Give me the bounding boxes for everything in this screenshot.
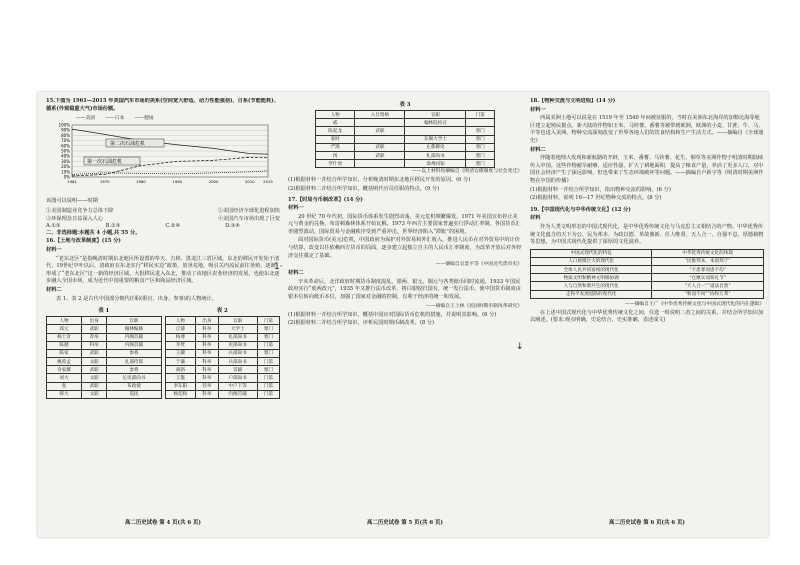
table1-title: 表 1 [98, 308, 110, 315]
table1-row [47, 358, 162, 366]
y-tick-label: 40% [61, 153, 70, 159]
table2-row [165, 374, 280, 382]
table2-cell: 中户下等 [218, 382, 257, 390]
table2-cell: 李东阳 [165, 382, 196, 390]
table2-cell: 吏部尚书 [218, 341, 257, 349]
page-6-footer: 高二历史试卷 第 6 页(共 6 页) [609, 520, 685, 526]
table1-cell: 武职 [81, 349, 106, 357]
table1-cell: 姚希孟 [47, 358, 82, 366]
q15-statement-1: ①美国制造业竞争力总体下降 [46, 207, 114, 214]
table3-cell: 严嵩 [316, 143, 355, 151]
q15-statement-4: ④美国汽车市场出现了巨变 [217, 215, 280, 222]
annotation-second-oil-crisis: 第二次石油危机 [110, 141, 146, 148]
table2-cell: 科举 [196, 341, 218, 349]
q17-question-2: (2)根据材料二并结合所学知识，评析民国时期币制改革。(8 分) [288, 320, 435, 327]
table2-row [165, 358, 280, 366]
table3-cell: 寒门 [466, 135, 495, 143]
q17-m2-source: ——摘编自王上林《民国时期币制改革研究》 [426, 303, 522, 309]
q16-material-2: 表 1、表 2 是古代中国部分朝代任职(职官、出身、参事)的人物统计。 [56, 295, 217, 302]
table1-cell: 韩大 [47, 390, 82, 398]
q16-m2-label: 材料二 [46, 286, 62, 293]
y-tick-label: 80% [61, 133, 70, 139]
table1-cell: 陈循 [47, 341, 82, 349]
x-tick-label: 2015 [263, 179, 273, 185]
y-tick-label: 90% [61, 127, 70, 133]
table3-cell: 戚 [316, 119, 355, 127]
table2-cell: 李贤 [165, 341, 196, 349]
series-line-美国 [72, 129, 268, 154]
table2-cell: 寒门 [257, 366, 279, 374]
table4-cell: 人与自然和谐共生的现代化 [531, 282, 652, 290]
table2-row [165, 390, 280, 398]
table1-cell: 文职 [81, 374, 106, 382]
table2-cell: 王骥 [165, 349, 196, 357]
q16-tables [46, 304, 280, 399]
table2-cell: 于谦 [165, 358, 196, 366]
table2-cell: 兵部尚书 [218, 349, 257, 357]
table4-cell: “民惟邦本，本固邦宁” [652, 257, 764, 265]
table4-cell: “仓廪实而知礼节” [652, 274, 764, 282]
q17-title: 17.【时局与币制改革】(14 分) [288, 196, 363, 203]
table2-cell: 户部尚书 [218, 374, 257, 382]
table2-cell: 门第 [257, 390, 279, 398]
table2-header-cell: 官职 [218, 317, 257, 325]
table-3 [315, 110, 495, 168]
table3-row [316, 119, 495, 127]
y-tick-label: 0% [63, 174, 70, 180]
table2-cell: 大学士 [218, 325, 257, 333]
table4-cell: 走和平发展道路的现代化 [531, 290, 652, 298]
table2-cell: 科举 [196, 390, 218, 398]
table-1 [46, 316, 162, 399]
table2-cell: 科举 [196, 366, 218, 374]
q17-m1-source: ——摘编自吴景平等《中国近代货币史》 [435, 262, 522, 268]
table3-row [316, 127, 495, 135]
table1-cell: 武职 [81, 366, 106, 374]
table3-cell: 寒门 [466, 160, 495, 168]
table3-cell [355, 135, 405, 143]
table2-cell: 寒门 [257, 349, 279, 357]
y-tick-label: 70% [61, 138, 70, 144]
legend-jp: ——日本 [105, 116, 125, 122]
table-2 [165, 316, 281, 399]
table1-cell: 奇家耀 [47, 366, 82, 374]
table2-cell: 荐举 [196, 382, 218, 390]
table3-row [316, 151, 495, 159]
q15-choice-a: A.①② [46, 222, 61, 229]
table4-row [531, 257, 764, 265]
table3-row [316, 160, 495, 168]
table1-cell: 巡抚 [107, 390, 161, 398]
table3-row [316, 135, 495, 143]
table1-cell: 荐举 [81, 333, 106, 341]
table2-row [165, 341, 280, 349]
table4-cell: “不患寡而患不均” [652, 266, 764, 274]
table4-header-row [531, 249, 764, 257]
q15-choice-d: D.③④ [225, 222, 240, 229]
table3-cell: 寒门 [466, 143, 495, 151]
table2-cell: 杨溥 [165, 333, 196, 341]
table4-cell: 全体人民共同富裕的现代化 [531, 266, 652, 274]
table2-header-row [165, 317, 280, 325]
table2-row [165, 366, 280, 374]
q19-m-label: 材料 [530, 215, 541, 222]
table2-row [165, 333, 280, 341]
table3-title: 表 3 [399, 102, 411, 108]
table2-cell: 丘濬 [165, 325, 196, 333]
market-share-chart [46, 123, 274, 191]
q15-statement-2: ②美国经济全球化进程加快 [217, 207, 280, 214]
exam-page-4 [46, 98, 280, 528]
x-tick-label: 1990 [172, 179, 183, 185]
table1-cell: 参将 [107, 366, 161, 374]
table3-cell: 东阁大学士 [405, 135, 466, 143]
table1-row [47, 333, 162, 341]
table2-header-cell: 人物 [165, 317, 196, 325]
table2-cell: 兵部尚书 [218, 358, 257, 366]
y-tick-label: 20% [61, 164, 70, 170]
table1-cell: 张 [47, 382, 82, 390]
table1-header-cell: 人物 [47, 317, 82, 325]
table1-header-row [47, 317, 162, 325]
table4-header-cell: 中华优秀传统文化的体现 [652, 249, 764, 257]
q16-material-1: “老东北区”是指晚清时期东北地区所设置的奉天、吉林、黑龙江三省区域。东北的移民开发始于清代，19世纪中叶以后，清政府在东北实行“移民实边”政策，放垦荒地，吸引关内流民前往垦殖，逐渐形成了“老东北区”这一新的经济区域。大批移民进入东北，推动了该地区农业经济的发展，也使东北逐步融入全国市场，成为近代中国重要的粮食产区和商品经济区域。 [46, 255, 280, 285]
q19-title: 19.【中国现代化与中华传统文化】(12 分) [530, 206, 631, 213]
exam-sheet [38, 92, 768, 537]
table1-cell: 翰林编修 [107, 325, 161, 333]
table2-header-cell: 门第 [257, 317, 279, 325]
table2-cell: 寒门 [257, 325, 279, 333]
table3-header-cell: 官职 [405, 111, 466, 119]
q17-material-1b: 面对国际货币(美元)危机，中国政府为保护对外贸易和外汇收入，推进人民币在对外贸易中的计价与结算，改变以往依赖西方货币的局面，逐步建立起独立自主的人民币汇率制度，为改革开放后对外经济交往奠定了基础。 [288, 237, 522, 259]
q15-choice-c: C.②④ [165, 222, 181, 229]
table2-cell: 门第 [257, 341, 279, 349]
exam-page-6 [530, 98, 764, 528]
table3-header-cell: 人物 [316, 111, 355, 119]
table3-header-cell: 门第 [466, 111, 495, 119]
table3-cell: 武职 [355, 143, 405, 151]
table1-cell: 参将 [107, 349, 161, 357]
q19-prompt: 在上述中国式现代化与中华优秀传统文化之间，任选一组说明二者之间的关系，并结合所学知识加以阐述。(要求:观点明确，史论结合，史实准确，表述成文) [530, 309, 764, 324]
table3-cell: 漳州同知 [405, 160, 466, 168]
x-tick-label: 1961 [67, 179, 77, 185]
q17-question-1: (1)根据材料一并结合所学知识，概括中国应对国际货币危机的措施，并说明其影响。(6 分) [288, 311, 497, 318]
table1-cell: 礼部侍郎 [107, 358, 161, 366]
part2-heading: 二、非选择题:本题共 4 小题,共 55 分。 [46, 229, 141, 236]
table4-cell: 人口规模巨大的现代化 [531, 257, 652, 265]
chart-legend [76, 114, 280, 121]
table3-cell: 寒门 [466, 151, 495, 159]
table2-cell: 科举 [196, 374, 218, 382]
table3-header-row [316, 111, 495, 119]
table3-cell: 汤 [316, 151, 355, 159]
table1-cell: 内阁首辅 [107, 341, 161, 349]
y-tick-label: 100% [58, 123, 70, 128]
table2-cell: 王鏊 [165, 374, 196, 382]
x-tick-label: 1980 [136, 179, 146, 185]
q15-statements-b [46, 215, 280, 222]
table2-row [165, 349, 280, 357]
x-tick-label: 1970 [99, 179, 110, 185]
table3-cell [355, 160, 405, 168]
q18-question-2: (2)根据材料，说明 16—17 世纪物种交流的特点。(8 分) [530, 195, 662, 202]
table1-cell: 武职 [81, 325, 106, 333]
table3-cell: 陈起龙 [316, 127, 355, 135]
q18-m1-label: 材料一 [530, 106, 546, 113]
table1-row [47, 325, 162, 333]
table1-cell: 郑元 [47, 325, 82, 333]
table1-header-cell: 出身 [81, 317, 106, 325]
q15-stem: 15.下图为 1961—2015 年美国汽车市场的美系(空间宽大舒适、动力性能强劲)、日系(节能能耗)、德系(外观稳重大气)市场份额。 [46, 98, 279, 112]
table4-header-cell: 中国式现代化的特征 [531, 249, 652, 257]
table3-cell: 武职 [355, 151, 405, 159]
table1-cell: 文职 [81, 390, 106, 398]
table3-cell: 寒门 [466, 127, 495, 135]
q15-statement-3: ③环保理念日益深入人心 [46, 215, 104, 222]
table2-header-cell: 出身 [196, 317, 218, 325]
table3-cell: 翰林院检讨 [405, 119, 466, 127]
y-tick-label: 60% [61, 143, 70, 149]
table4-row [531, 290, 764, 298]
table-4 [530, 249, 764, 299]
table4-cell: “天人合一”“道法自然” [652, 282, 764, 290]
table4-row [531, 274, 764, 282]
table2-title: 表 2 [216, 308, 228, 315]
table1-row [47, 366, 162, 374]
q18-m2-label: 材料二 [530, 146, 546, 153]
q15-question: 该图可以说明——时期 [46, 198, 98, 205]
table1-cell: 长吏部尚书 [107, 374, 161, 382]
table2-cell: 内阁首辅 [218, 390, 257, 398]
table2-cell: 门第 [257, 374, 279, 382]
annotation-first-oil-crisis: 第一次石油危机 [87, 159, 123, 166]
table1-row [47, 382, 162, 390]
table2-cell: 科举 [196, 325, 218, 333]
table2-cell: 门第 [257, 382, 279, 390]
legend-de: ——德国 [134, 116, 154, 122]
handwritten-mark-2: ↓ [516, 342, 524, 352]
table2-cell: 科举 [196, 333, 218, 341]
page-5-footer: 高二历史试卷 第 5 页(共 6 页) [367, 520, 443, 526]
table1-cell: 内阁首辅 [107, 333, 161, 341]
table1-cell: 杨士奇 [47, 333, 82, 341]
y-tick-label: 10% [61, 169, 70, 175]
table1-row [47, 341, 162, 349]
table2-cell: 门第 [257, 358, 279, 366]
exam-page-5 [288, 98, 522, 528]
q16-m1-label: 材料一 [46, 246, 62, 253]
q17-material-1a: 20 世纪 70 年代初，国际货币体系发生剧烈动荡，美元危机频繁爆发。1971 年美国宣布停止美元与黄金的兑换，布雷顿森林体系开始瓦解。1973 年西方主要国家普遍实行浮动汇率制，各国货币汇率剧烈波动，国际贸易与金融秩序受到严重冲击，世界经济陷入“滞胀”的困境。 [288, 213, 521, 235]
table1-row [47, 374, 162, 382]
x-tick-label: 2000 [208, 179, 219, 185]
table4-row [531, 266, 764, 274]
table3-cell [466, 119, 495, 127]
table3-cell: 礼部尚书 [405, 151, 466, 159]
q15-choice-b: B.①③ [105, 222, 121, 229]
q19-source: ——摘编自王广《中华优秀传统文化与中国式现代化的内在逻辑》 [624, 301, 764, 307]
q19-material: 作为人类文明形态的中国式现代化，是中华优秀传统文化与马克思主义相结合的产物。中华优秀传统文化蕴含的天下为公、民为邦本、为政以德、革故鼎新、任人唯贤、天人合一、自强不息、厚德载物等思想，为中国式现代化提供了深厚的文化滋养。 [530, 223, 764, 246]
q18-title: 18.【物种交流与文明进程】(14 分) [530, 98, 616, 104]
table2-cell: 商辂 [165, 366, 196, 374]
q16-question-1: (1)根据材料一并结合所学知识，分析晚清时期东北地区移民开发的原因。(6 分) [288, 177, 471, 184]
table3-cell: 武职 [355, 127, 405, 135]
table4-cell: “和而不同”“协和万邦” [652, 290, 764, 298]
q15-statements [46, 207, 280, 214]
legend-us: ——美国 [76, 116, 96, 122]
table1-row [47, 390, 162, 398]
table3-cell [405, 127, 466, 135]
q15-choices [46, 223, 280, 229]
q18-question-1: (1)根据材料一并结合所学知识，指出物种交流的影响。(6 分) [530, 186, 671, 193]
handwritten-mark-1: 1· [274, 262, 283, 272]
table1-cell: 布政使 [107, 382, 161, 390]
table2-cell: 礼部尚书 [218, 333, 257, 341]
table4-cell: 物质文明和精神文明相协调 [531, 274, 652, 282]
table3-source: ——以上材料均摘编自《明清官僚制度与社会变迁》 [411, 169, 522, 175]
table2-row [165, 382, 280, 390]
table2-cell: 寒门 [257, 333, 279, 341]
table2-cell: 科举 [196, 358, 218, 366]
x-tick-label: 2010 [245, 179, 255, 185]
table2-cell: 科举 [196, 349, 218, 357]
q18-material-2: 伴随着地理大发现和新航路的开辟，玉米、番薯、马铃薯、花生、烟草等美洲作物于明清时期陆续传入中国。这些作物耐旱耐瘠、适应性强，扩大了耕地面积，提高了粮食产量，养活了更多人口，对中国社会经济产生了深远影响，但也带来了生态环境破坏等问题。——摘编自卢新宇等《明清时期美洲作物在中国的传播》 [530, 155, 764, 184]
table3-row [316, 143, 495, 151]
q16-question-2: (2)根据材料二并结合所学知识，概括明代官员任职的特点。(9 分) [288, 185, 440, 192]
q17-material-2: 辛亥革命后，北洋政府时期货币制度混乱，银两、银元、铜元与各类纸币同时流通。1933 年国民政府实行“废两改元”，1935 年又推行法币改革，将白银收归国有，统一发行法币，使中国货币制度由银本位转向纸币本位，加强了国家对金融的控制，有利于经济的统一和发展。 [288, 278, 521, 301]
table2-cell: 首辅 [218, 366, 257, 374]
q17-m2-label: 材料二 [288, 270, 304, 277]
table1-cell: 武职 [81, 382, 106, 390]
table3-header-cell: 入仕资格 [355, 111, 405, 119]
table1-header-cell: 官职 [107, 317, 161, 325]
table1-cell: 陈家 [47, 349, 82, 357]
q16-title: 16.【土地与改革制度】(15 分) [46, 238, 121, 245]
table3-cell: 罗什瑶 [316, 160, 355, 168]
series-line-德国 [72, 171, 268, 175]
table1-cell: 刘大 [47, 374, 82, 382]
table3-cell: 张时 [316, 135, 355, 143]
y-tick-label: 50% [61, 148, 70, 154]
table1-row [47, 349, 162, 357]
y-tick-label: 30% [61, 159, 70, 165]
table1-cell: 科举 [81, 341, 106, 349]
table4-row [531, 282, 764, 290]
table3-cell [355, 119, 405, 127]
table3-cell: 左都御史 [405, 143, 466, 151]
table2-cell: 杨廷和 [165, 390, 196, 398]
page-4-footer: 高二历史试卷 第 4 页(共 6 页) [125, 520, 201, 526]
table1-cell: 文职 [81, 358, 106, 366]
table2-row [165, 325, 280, 333]
q18-material-1: 西属美洲土地可以说是在 1519 年至 1540 年间被征服的，当时在美洲东北海岸的加勒比海等地区建立起殖民据点。新大陆的作物如玉米、马铃薯、番薯等被带到欧洲，欧洲的小麦、甘蔗、牛、马、羊等也进入美洲。物种交流深刻改变了世界各地人们的饮食结构和生产生活方式。——摘编自《全球通史》 [530, 115, 764, 144]
q17-m1-label: 材料一 [288, 205, 304, 212]
